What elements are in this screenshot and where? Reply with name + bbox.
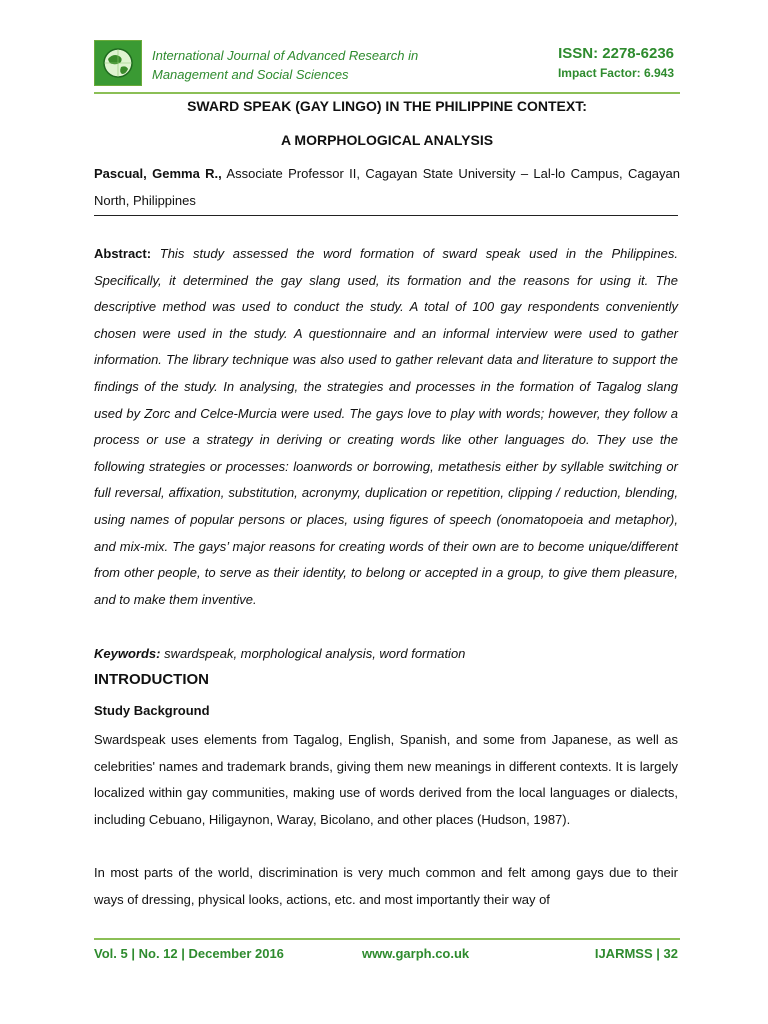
page-footer [94,946,680,968]
footer-rule [94,938,680,940]
separator-rule [94,215,678,216]
author-affiliation: Associate Professor II, Cagayan State University – Lal-lo Campus, Cagayan North, Philippines [94,166,680,208]
journal-header [94,40,680,86]
title-line2: A MORPHOLOGICAL ANALYSIS [280,132,494,148]
issn: ISSN: 2278-6236 [558,45,674,62]
journal-line1: International Journal of Advanced Research in [152,48,419,63]
header-rule [94,92,680,94]
title-line1: SWARD SPEAK (GAY LINGO) IN THE PHILIPPINE CONTEXT: [187,98,587,114]
footer-number: No. 12 [138,946,178,961]
impact-factor: Impact Factor: 6.943 [557,66,674,80]
footer-journal-abbr: IJARMSS [594,946,653,961]
abstract-label: Abstract: [94,246,152,261]
footer-date: December 2016 [188,946,284,961]
footer-sep: | [656,946,660,961]
globe-logo-icon [94,40,142,86]
footer-website[interactable]: www.garph.co.uk [362,946,470,961]
footer-sep: | [181,946,185,961]
issn-block [558,44,674,83]
footer-issue [94,946,284,961]
footer-sep: | [131,946,135,961]
footer-volume: Vol. 5 [94,946,128,961]
journal-line2: Management and Social Sciences [152,67,349,82]
footer-page [595,946,678,961]
author-name: Pascual, Gemma R., [94,166,222,181]
author-block [94,160,680,214]
keywords [94,644,678,664]
footer-page-number: 32 [663,946,678,961]
intro-paragraph-1: Swardspeak uses elements from Tagalog, English, Spanish, and some from Japanese, as well as celebrities' names and trademark brands, giving them new meanings in different contexts. It is largely localized within gay communities, making use of words derived from the local languages or dialects, including Cebuano, Hiligaynon, Waray, Bicolano, and other places (Hudson, 1987). [94,732,678,827]
abstract-text: This study assessed the word formation of sward speak used in the Philippines. Specifically, it determined the gay slang used, its formation and the reasons for using it. The descriptive method was used to conduct the study. A total of 100 gay respondents conveniently chosen were used in the study. A questionnaire and an informal interview were used to gather information. The library technique was also used to gather relevant data and literature to support the findings of the study. In analysing, the strategies and processes in the formation of Tagalog slang used by Zorc and Celce-Murcia were used. The gays love to play with words; however, they follow a process or use a strategy in deriving or creating words like other languages do. They use the following strategies or processes: loanwords or borrowing, metathesis either by syllable switching or full reversal, affixation, substitution, acronymy, duplication or repetition, clipping / reduction, blending, using names of popular persons or places, using figures of speech (onomatopoeia and metaphor), and mix-mix. The gays’ major reasons for creating words of their own are to become unique/different from other people, to serve as their identity, to belong or accepted in a group, to give them pleasure, and to make them inventive. [94,246,678,607]
introduction-heading: INTRODUCTION [94,671,209,688]
study-background-heading: Study Background [94,703,210,718]
keywords-label: Keywords: [94,646,161,661]
intro-paragraph-2: In most parts of the world, discrimination is very much common and felt among gays due to their ways of dressing, physical looks, actions, etc. and most importantly their way of [94,865,678,907]
abstract [94,241,678,613]
keywords-text: swardspeak, morphological analysis, word formation [164,646,466,661]
journal-name [152,46,418,84]
